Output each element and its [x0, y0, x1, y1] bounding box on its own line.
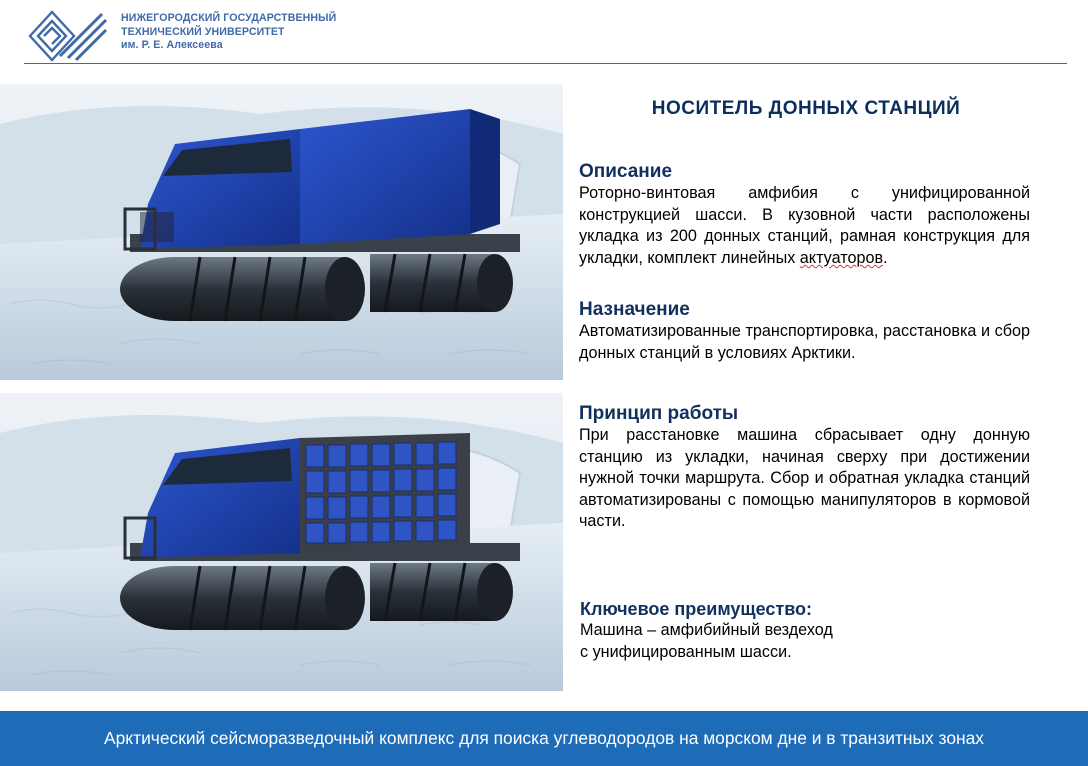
vehicle-image-closed-body	[0, 84, 563, 380]
footer-bar	[0, 711, 1088, 766]
vehicle-image-open-rack	[0, 393, 563, 691]
section-description-heading: Описание	[579, 161, 673, 182]
header-divider	[24, 63, 1067, 64]
section-description	[579, 161, 1030, 269]
section-principle	[579, 403, 1030, 533]
section-advantage-heading: Ключевое преимущество:	[580, 599, 813, 619]
section-advantage	[580, 598, 1031, 663]
university-name-line-1: НИЖЕГОРОДСКИЙ ГОСУДАРСТВЕННЫЙ	[121, 12, 337, 24]
advantage-line-2: с унифицированным шасси.	[580, 642, 792, 661]
section-principle-heading: Принцип работы	[579, 403, 739, 424]
slide-title: НОСИТЕЛЬ ДОННЫХ СТАНЦИЙ	[651, 98, 961, 119]
description-text-main: Роторно-винтовая амфибия с унифицированной конструкцией шасси. В кузовной части расположены укладка из 200 донных станций, рамная конструкция для укладки, комплект линейных	[579, 184, 1030, 267]
university-name-line-3: им. Р. Е. Алексеева	[121, 39, 223, 51]
section-purpose-text: Автоматизированные транспортировка, расстановка и сбор донных станций в условиях Арктики.	[579, 322, 1030, 362]
university-name-line-2: ТЕХНИЧЕСКИЙ УНИВЕРСИТЕТ	[121, 25, 285, 38]
screw-amphibian-vehicle-closed-body-icon	[0, 84, 563, 380]
university-logo-icon	[24, 6, 108, 62]
advantage-line-1: Машина – амфибийный вездеход	[580, 621, 833, 639]
section-description-text	[579, 183, 1030, 269]
description-text-end: .	[883, 248, 888, 267]
section-purpose	[579, 299, 1030, 364]
footer-text: Арктический сейсморазведочный комплекс для поиска углеводородов на морском дне и в транзитных зонах	[104, 728, 984, 748]
university-name	[121, 12, 336, 53]
description-text-marked: актуаторов	[799, 248, 884, 267]
screw-amphibian-vehicle-open-rack-icon	[0, 393, 563, 691]
section-advantage-text	[580, 620, 1031, 663]
section-purpose-heading: Назначение	[579, 299, 690, 320]
section-principle-text: При расстановке машина сбрасывает одну донную станцию из укладки, начиная сверху при достижении нужной точки маршрута. Сбор и обратная укладка станций автоматизированы с помощью манипуляторов в кормовой части.	[579, 426, 1030, 531]
